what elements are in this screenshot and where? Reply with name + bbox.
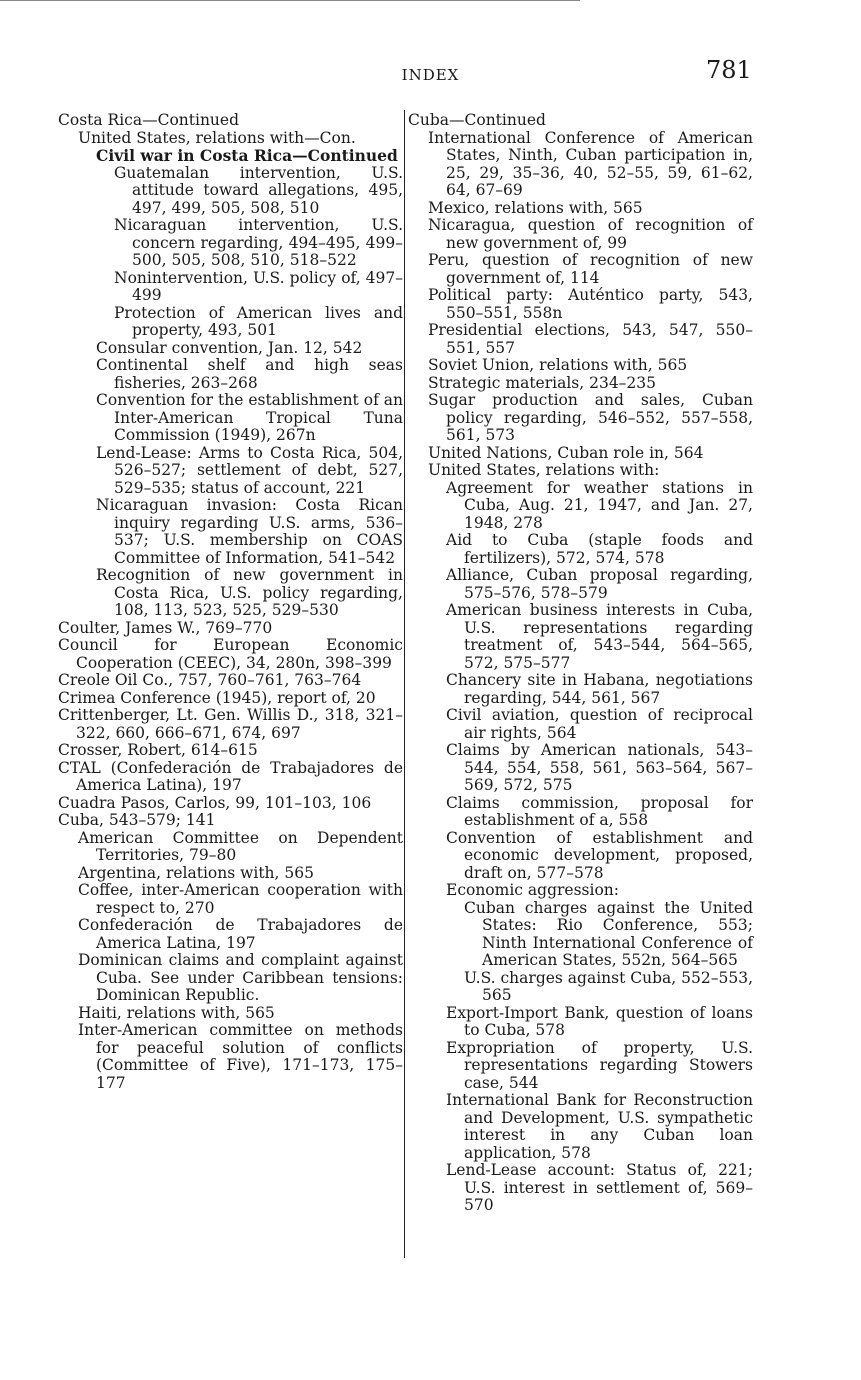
index-entry: Expropriation of property, U.S. representations regarding Stowers case, 544 xyxy=(446,1038,753,1092)
index-entry: Presidential elections, 543, 547, 550–551, 557 xyxy=(428,321,753,357)
index-entry: Political party: Auténtico party, 543, 550–551, 558n xyxy=(428,286,753,322)
index-entry: Confederación de Trabajadores de America Latina, 197 xyxy=(78,916,403,952)
index-entry: Convention of establishment and economic development, proposed, draft on, 577–578 xyxy=(446,828,753,882)
top-rule xyxy=(0,0,580,1)
index-entry: Recognition of new government in Costa Rica, U.S. policy regarding, 108, 113, 523, 525, 529–530 xyxy=(96,566,403,619)
index-entry: American business interests in Cuba, U.S. representations regarding treatment of, 543–544, 564–565, 572, 575–577 xyxy=(446,601,753,672)
index-entry: Haiti, relations with, 565 xyxy=(78,1003,275,1022)
index-left-column xyxy=(58,112,403,1092)
index-entry: Coffee, inter-American cooperation with respect to, 270 xyxy=(78,881,403,917)
index-entry: Inter-American committee on methods for peaceful solution of conflicts (Committee of Five), 171–173, 175–177 xyxy=(78,1021,403,1092)
index-entry: International Bank for Reconstruction and Development, U.S. sympathetic interest in any Cuban loan application, 578 xyxy=(446,1091,753,1162)
index-entry: Civil aviation, question of reciprocal air rights, 564 xyxy=(446,706,753,742)
index-entry: Claims commission, proposal for establishment of a, 558 xyxy=(446,793,753,829)
index-entry: U.S. charges against Cuba, 552–553, 565 xyxy=(464,968,753,1004)
index-entry: United Nations, Cuban role in, 564 xyxy=(428,443,704,462)
index-entry: Mexico, relations with, 565 xyxy=(428,198,643,217)
index-entry: International Conference of American States, Ninth, Cuban participation in, 25, 29, 35–36, 40, 52–55, 59, 61–62, 64, 67–69 xyxy=(428,128,753,199)
index-entry: Council for European Economic Cooperation (CEEC), 34, 280n, 398–399 xyxy=(58,636,403,672)
index-entry: Cuba—Continued xyxy=(408,111,546,129)
column-divider xyxy=(404,110,405,1258)
index-entry: Lend-Lease: Arms to Costa Rica, 504, 526–527; settlement of debt, 527, 529–535; status of account, 221 xyxy=(96,443,403,497)
index-entry: United States, relations with: xyxy=(428,461,660,479)
index-entry: Strategic materials, 234–235 xyxy=(428,373,657,392)
index-entry: Coulter, James W., 769–770 xyxy=(58,618,273,637)
index-entry: Peru, question of recognition of new government of, 114 xyxy=(428,251,753,287)
index-entry: Consular convention, Jan. 12, 542 xyxy=(96,338,363,357)
index-entry: Guatemalan intervention, U.S. attitude toward allegations, 495, 497, 499, 505, 508, 510 xyxy=(114,163,403,217)
index-entry: CTAL (Confederación de Trabajadores de America Latina), 197 xyxy=(58,758,403,794)
index-right-column xyxy=(408,112,753,1215)
index-entry: Alliance, Cuban proposal regarding, 575–576, 578–579 xyxy=(446,566,753,602)
index-entry: Lend-Lease account: Status of, 221; U.S. interest in settlement of, 569–570 xyxy=(446,1161,753,1214)
index-entry: Cuadra Pasos, Carlos, 99, 101–103, 106 xyxy=(58,793,372,812)
index-entry: United States, relations with—Con. xyxy=(78,128,356,147)
index-entry: Crittenberger, Lt. Gen. Willis D., 318, 321–322, 660, 666–671, 674, 697 xyxy=(58,706,403,742)
index-entry: Civil war in Costa Rica—Continued xyxy=(96,146,398,165)
index-entry: Creole Oil Co., 757, 760–761, 763–764 xyxy=(58,671,362,689)
index-entry: Nicaragua, question of recognition of new government of, 99 xyxy=(428,216,753,252)
index-entry: Aid to Cuba (staple foods and fertilizers), 572, 574, 578 xyxy=(446,531,753,567)
index-entry: Costa Rica—Continued xyxy=(58,111,240,129)
index-entry: Economic aggression: xyxy=(446,881,619,899)
index-entry: Crimea Conference (1945), report of, 20 xyxy=(58,688,376,707)
page-number: 781 xyxy=(706,56,752,84)
index-entry: Cuba, 543–579; 141 xyxy=(58,811,216,829)
page-header-title: INDEX xyxy=(401,66,460,84)
index-entry: Sugar production and sales, Cuban policy regarding, 546–552, 557–558, 561, 573 xyxy=(428,391,753,444)
index-entry: Argentina, relations with, 565 xyxy=(78,863,314,882)
index-entry: Nicaraguan invasion: Costa Rican inquiry regarding U.S. arms, 536–537; U.S. membership on COAS Committee of Information, 541–542 xyxy=(96,496,403,567)
index-entry: Crosser, Robert, 614–615 xyxy=(58,741,258,759)
index-entry: Convention for the establishment of an Inter-American Tropical Tuna Commission (1949), 267n xyxy=(96,391,403,444)
index-entry: Cuban charges against the United States: Rio Conference, 553; Ninth International Conference of American States, 552n, 564–565 xyxy=(464,898,753,969)
index-entry: Nonintervention, U.S. policy of, 497–499 xyxy=(114,268,403,304)
index-entry: Dominican claims and complaint against Cuba. See under Caribbean tensions: Dominican Republic. xyxy=(78,951,403,1004)
index-entry: Agreement for weather stations in Cuba, Aug. 21, 1947, and Jan. 27, 1948, 278 xyxy=(446,478,753,532)
index-entry: Nicaraguan intervention, U.S. concern regarding, 494–495, 499–500, 505, 508, 510, 518–522 xyxy=(114,216,403,269)
index-entry: Chancery site in Habana, negotiations regarding, 544, 561, 567 xyxy=(446,671,753,707)
index-entry: American Committee on Dependent Territories, 79–80 xyxy=(78,828,403,864)
index-entry: Soviet Union, relations with, 565 xyxy=(428,356,688,374)
index-entry: Export-Import Bank, question of loans to Cuba, 578 xyxy=(446,1003,753,1039)
index-entry: Protection of American lives and property, 493, 501 xyxy=(114,303,403,339)
index-entry: Claims by American nationals, 543–544, 554, 558, 561, 563–564, 567–569, 572, 575 xyxy=(446,741,753,794)
index-entry: Continental shelf and high seas fisheries, 263–268 xyxy=(96,356,403,392)
